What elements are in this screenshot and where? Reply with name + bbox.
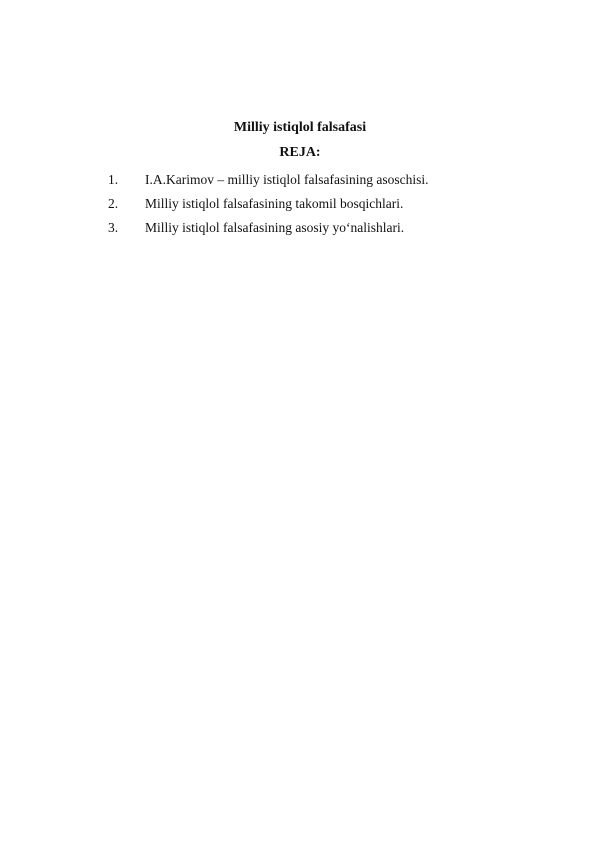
plan-item-number: 3.	[108, 220, 119, 235]
plan-item	[108, 192, 548, 216]
plan-heading: REJA:	[279, 145, 321, 160]
plan-item	[108, 168, 548, 192]
plan-list	[108, 168, 548, 240]
plan-item-number: 1.	[108, 172, 119, 187]
plan-item-text: Milliy istiqlol falsafasining asosiy yo‘nalishlari.	[145, 220, 405, 235]
plan-item-text: Milliy istiqlol falsafasining takomil bosqichlari.	[145, 196, 404, 211]
plan-item-number: 2.	[108, 196, 119, 211]
document-title: Milliy istiqlol falsafasi	[233, 120, 367, 135]
plan-item-text: I.A.Karimov – milliy istiqlol falsafasining asoschisi.	[145, 172, 429, 187]
plan-item	[108, 216, 548, 240]
